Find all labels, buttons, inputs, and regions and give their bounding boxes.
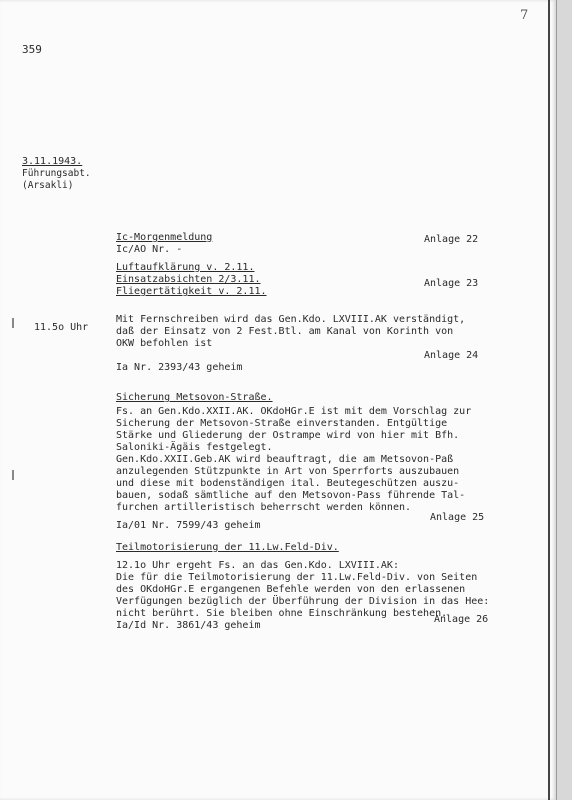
section-line: Fliegertätigkeit v. 2.11.	[116, 286, 267, 297]
section-line: Fs. an Gen.Kdo.XXII.AK. OKdoHGr.E ist mit dem Vorschlag zur	[116, 406, 472, 417]
section-line: 12.1o Uhr ergeht Fs. an das Gen.Kdo. LXVIII.AK:	[116, 560, 399, 571]
section-line: Einsatzabsichten 2/3.11.	[116, 274, 261, 285]
section-line: Stärke und Gliederung der Ostrampe wird von hier mit Bfh.	[116, 430, 460, 441]
section-heading: Teilmotorisierung der 11.Lw.Feld-Div.	[116, 542, 339, 553]
section-heading: Sicherung Metsovon-Straße.	[116, 392, 273, 403]
page-edge-line	[548, 0, 550, 800]
punch-mark	[12, 318, 14, 328]
punch-mark	[12, 470, 14, 480]
department: Führungsabt.	[22, 168, 91, 179]
section-line: Ic/AO Nr. -	[116, 244, 183, 255]
annex-label: Anlage 26	[434, 614, 489, 625]
entry-date: 3.11.1943.	[22, 156, 83, 167]
section-line: Die für die Teilmotorisierung der 11.Lw.Feld-Div. von Seiten	[116, 572, 478, 583]
section-line: nicht berührt. Sie bleiben ohne Einschränkung bestehen.	[116, 608, 448, 619]
section-line: Saloniki-Ägäis festgelegt.	[116, 442, 273, 453]
reference-number: Ia/01 Nr. 7599/43 geheim	[116, 520, 261, 531]
annex-label: Anlage 23	[424, 278, 479, 289]
annex-label: Anlage 24	[424, 350, 479, 361]
annex-label: Anlage 25	[430, 512, 485, 523]
section-line: anzulegenden Stützpunkte in Art von Sperrforts auszubauen	[116, 466, 460, 477]
section-line: Sicherung der Metsovon-Straße einverstanden. Entgültige	[116, 418, 448, 429]
corner-mark: 7	[520, 8, 529, 23]
location: (Arsakli)	[22, 180, 74, 191]
reference-number: Ia Nr. 2393/43 geheim	[116, 362, 243, 373]
annex-label: Anlage 22	[424, 234, 479, 245]
section-line: Mit Fernschreiben wird das Gen.Kdo. LXVIII.AK verständigt,	[116, 314, 466, 325]
section-line: und diese mit bodenständigen ital. Beutegeschützen auszu-	[116, 478, 460, 489]
section-line: OKW befohlen ist	[116, 338, 213, 349]
section-line: bauen, sodaß sämtliche auf den Metsovon-Pass führende Tal-	[116, 490, 466, 501]
entry-time: 11.5o Uhr	[34, 322, 89, 333]
section-line: daß der Einsatz von 2 Fest.Btl. am Kanal von Korinth von	[116, 326, 454, 337]
section-line: Gen.Kdo.XXII.Geb.AK wird beauftragt, die am Metsovon-Paß	[116, 454, 454, 465]
section-line: Luftaufklärung v. 2.11.	[116, 262, 255, 273]
page-number: 359	[22, 43, 42, 56]
section-line: des OKdoHGr.E ergangenen Befehle werden von den erlassenen	[116, 584, 466, 595]
section-line: Verfügungen bezüglich der Überführung der Division in das Hee:	[116, 596, 490, 607]
section-line: Ic-Morgenmeldung	[116, 232, 213, 243]
section-line: furchen artilleristisch beherrscht werden können.	[116, 502, 412, 513]
reference-number: Ia/Id Nr. 3861/43 geheim	[116, 620, 261, 631]
